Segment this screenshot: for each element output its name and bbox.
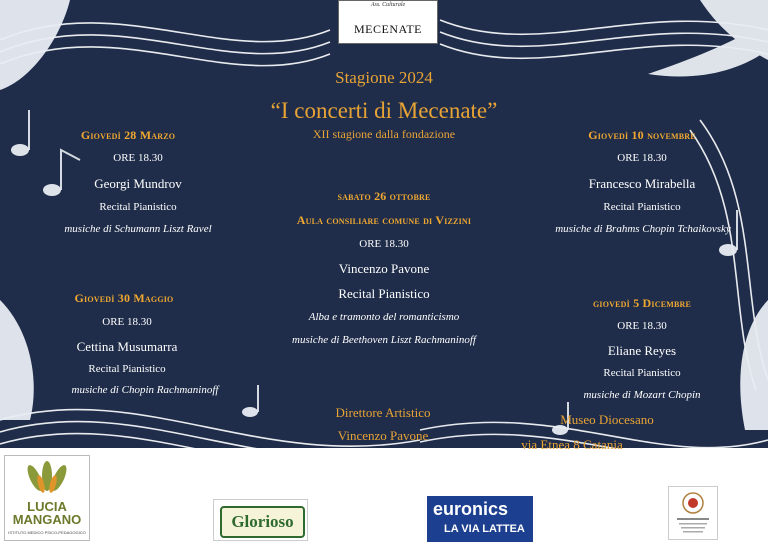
concert-time: ORE 18.30 <box>617 152 667 164</box>
concert-program: musiche di Brahms Chopin Tchaikovsky <box>555 223 731 235</box>
director-name: Vincenzo Pavone <box>337 428 429 443</box>
concert-time: ORE 18.30 <box>102 316 152 328</box>
euronics-logo <box>427 496 533 542</box>
concert-venue: Aula consiliare comune di Vizzini <box>296 213 472 227</box>
mecenate-logo <box>338 0 438 44</box>
season-label: Stagione 2024 <box>335 68 433 87</box>
glorioso-logo <box>213 499 308 541</box>
sponsor-band <box>0 448 768 544</box>
concert-type: Recital Pianistico <box>99 201 177 213</box>
concert-time: ORE 18.30 <box>113 152 163 164</box>
director-label: Direttore Artistico <box>335 405 431 420</box>
logo-name: MECENATE <box>354 22 422 36</box>
seal-icon <box>669 487 717 539</box>
euronics-tagline: LA VIA LATTEA <box>444 523 525 535</box>
lucia-mangano-logo <box>4 455 90 541</box>
venue-name: Museo Diocesano <box>560 412 654 427</box>
lucia-text: LUCIA <box>27 499 67 514</box>
concert-program: musiche di Chopin Rachmaninoff <box>71 384 219 396</box>
euronics-text: euronics <box>433 499 509 519</box>
concert-time: ORE 18.30 <box>617 320 667 332</box>
concert-date: Giovedì 28 Marzo <box>80 128 176 142</box>
glorioso-text: Glorioso <box>220 506 305 538</box>
concert-performer: Cettina Musumarra <box>76 339 178 354</box>
concert-theme: Alba e tramonto del romanticismo <box>308 311 460 323</box>
concert-program: musiche di Beethoven Liszt Rachmaninoff <box>292 334 476 346</box>
concert-type: Recital Pianistico <box>88 363 166 375</box>
mangano-text: MANGANO <box>12 512 82 527</box>
poster-subtitle: XII stagione dalla fondazione <box>312 127 456 141</box>
concert-date: Giovedì 30 Maggio <box>74 291 174 305</box>
lucia-tagline: ISTITUTO MEDICO PSICO-PEDAGOGICO <box>8 530 86 535</box>
concert-type: Recital Pianistico <box>603 201 681 213</box>
logo-subtitle: Ass. Culturale <box>370 2 406 8</box>
concert-performer: Georgi Mundrov <box>94 176 182 191</box>
concert-date: giovedì 5 Dicembre <box>592 296 692 310</box>
concert-time: ORE 18.30 <box>359 238 409 250</box>
concert-type: Recital Pianistico <box>338 286 430 301</box>
concert-performer: Francesco Mirabella <box>588 176 696 191</box>
institution-seal-logo <box>668 486 718 540</box>
leaf-icon <box>5 458 89 500</box>
concert-program: musiche di Schumann Liszt Ravel <box>64 223 212 235</box>
concert-type: Recital Pianistico <box>603 367 681 379</box>
concert-program: musiche di Mozart Chopin <box>583 389 701 401</box>
concert-performer: Vincenzo Pavone <box>338 261 430 276</box>
concert-date: Giovedì 10 novembre <box>588 128 696 142</box>
concert-performer: Eliane Reyes <box>607 343 677 358</box>
venue-address: via Etnea 8 Catania <box>521 437 623 452</box>
concert-date: sabato 26 ottobre <box>337 189 431 203</box>
poster-title: “I concerti di Mecenate” <box>270 98 498 123</box>
